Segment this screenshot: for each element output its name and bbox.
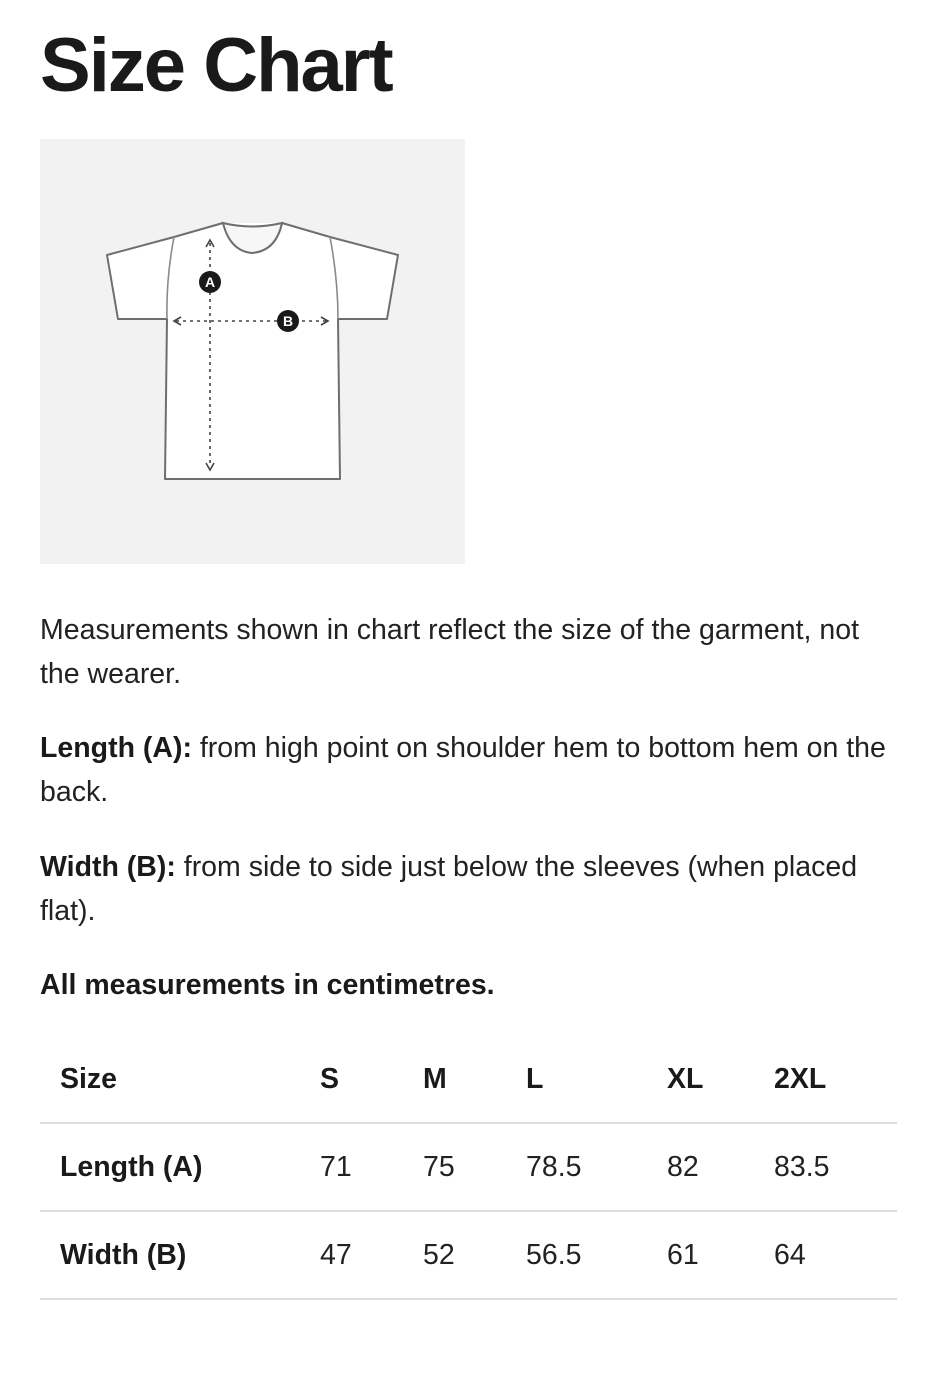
marker-b-label: B xyxy=(282,313,294,329)
length-note xyxy=(40,726,890,814)
row-label-length: Length (A) xyxy=(40,1123,320,1211)
cell-width-m: 52 xyxy=(423,1211,526,1299)
size-table xyxy=(40,1036,897,1300)
table-row xyxy=(40,1211,897,1299)
cell-width-2xl: 64 xyxy=(774,1211,897,1299)
cell-length-l: 78.5 xyxy=(526,1123,667,1211)
table-header-row xyxy=(40,1036,897,1123)
row-label-width: Width (B) xyxy=(40,1211,320,1299)
width-note-text: from side to side just below the sleeves (when placed flat). xyxy=(40,851,858,927)
header-s: S xyxy=(320,1036,423,1123)
cell-length-m: 75 xyxy=(423,1123,526,1211)
cell-width-xl: 61 xyxy=(667,1211,774,1299)
header-m: M xyxy=(423,1036,526,1123)
width-note-label: Width (B): xyxy=(40,851,176,883)
cell-length-s: 71 xyxy=(320,1123,423,1211)
cell-length-2xl: 83.5 xyxy=(774,1123,897,1211)
marker-a-label: A xyxy=(204,274,216,290)
cell-width-s: 47 xyxy=(320,1211,423,1299)
length-note-text: from high point on shoulder hem to bottom hem on the back. xyxy=(40,732,886,808)
marker-b-icon xyxy=(277,310,299,332)
page-title: Size Chart xyxy=(40,23,392,108)
header-l: L xyxy=(526,1036,667,1123)
cell-width-l: 56.5 xyxy=(526,1211,667,1299)
header-2xl: 2XL xyxy=(774,1036,897,1123)
header-size: Size xyxy=(40,1036,320,1123)
marker-a-icon xyxy=(199,271,221,293)
tshirt-icon xyxy=(40,139,465,564)
cell-length-xl: 82 xyxy=(667,1123,774,1211)
length-note-label: Length (A): xyxy=(40,732,192,764)
tshirt-measurement-diagram xyxy=(40,139,465,564)
table-row xyxy=(40,1123,897,1211)
intro-text: Measurements shown in chart reflect the size of the garment, not the wearer. xyxy=(40,614,859,690)
header-xl: XL xyxy=(667,1036,774,1123)
units-note: All measurements in centimetres. xyxy=(40,969,495,1001)
width-note xyxy=(40,845,890,933)
